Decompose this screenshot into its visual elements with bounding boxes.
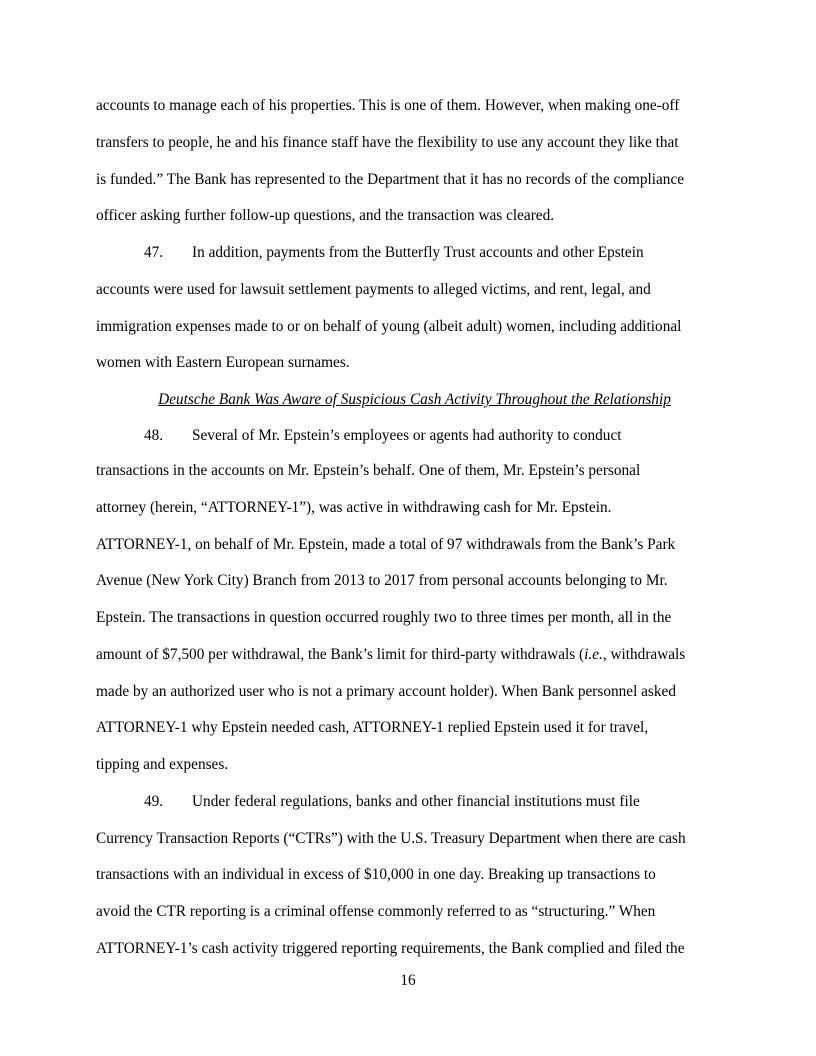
paragraph-text: Under federal regulations, banks and other financial institutions must file — [192, 793, 640, 810]
paragraph-text: In addition, payments from the Butterfly Trust accounts and other Epstein — [192, 244, 644, 261]
text-segment: amount of $7,500 per withdrawal, the Bank’s limit for third-party withdrawals ( — [96, 646, 585, 663]
body-line: avoid the CTR reporting is a criminal offense commonly referred to as “structuring.” When — [96, 903, 656, 920]
paragraph-47-first-line — [144, 244, 644, 262]
body-line: tipping and expenses. — [96, 756, 229, 773]
paragraph-number: 49. — [144, 793, 164, 810]
body-line: immigration expenses made to or on behalf of young (albeit adult) women, including additional — [96, 318, 682, 335]
body-line: transactions with an individual in excess of $10,000 in one day. Breaking up transactions to — [96, 866, 656, 883]
paragraph-48-first-line — [144, 427, 622, 445]
italic-abbreviation: i.e. — [584, 646, 603, 663]
body-line: Currency Transaction Reports (“CTRs”) with the U.S. Treasury Department when there are cash — [96, 830, 686, 847]
paragraph-number: 48. — [144, 427, 164, 444]
paragraph-49-first-line — [144, 793, 640, 811]
body-line: accounts to manage each of his properties. This is one of them. However, when making one-off — [96, 97, 680, 114]
body-line: ATTORNEY-1’s cash activity triggered reporting requirements, the Bank complied and filed the — [96, 940, 685, 957]
body-line: Avenue (New York City) Branch from 2013 to 2017 from personal accounts belonging to Mr. — [96, 572, 668, 589]
section-heading: Deutsche Bank Was Aware of Suspicious Cash Activity Throughout the Relationship — [158, 391, 671, 408]
body-line: ATTORNEY-1 why Epstein needed cash, ATTORNEY-1 replied Epstein used it for travel, — [96, 719, 649, 736]
body-line: ATTORNEY-1, on behalf of Mr. Epstein, made a total of 97 withdrawals from the Bank’s Park — [96, 536, 676, 553]
paragraph-text: Several of Mr. Epstein’s employees or agents had authority to conduct — [192, 427, 622, 444]
body-line: attorney (herein, “ATTORNEY-1”), was active in withdrawing cash for Mr. Epstein. — [96, 499, 612, 516]
body-line: women with Eastern European surnames. — [96, 354, 350, 371]
body-line — [96, 646, 685, 664]
body-line: is funded.” The Bank has represented to the Department that it has no records of the compliance — [96, 171, 685, 188]
body-line: transfers to people, he and his finance staff have the flexibility to use any account they like that — [96, 134, 679, 151]
body-line: officer asking further follow-up questions, and the transaction was cleared. — [96, 207, 555, 224]
body-line: transactions in the accounts on Mr. Epstein’s behalf. One of them, Mr. Epstein’s personal — [96, 462, 641, 479]
body-line: accounts were used for lawsuit settlement payments to alleged victims, and rent, legal, and — [96, 281, 651, 298]
page-number: 16 — [400, 972, 416, 989]
text-segment: , withdrawals — [602, 646, 686, 663]
paragraph-number: 47. — [144, 244, 164, 261]
body-line: made by an authorized user who is not a primary account holder). When Bank personnel asked — [96, 683, 676, 700]
body-line: Epstein. The transactions in question occurred roughly two to three times per month, all in the — [96, 609, 672, 626]
